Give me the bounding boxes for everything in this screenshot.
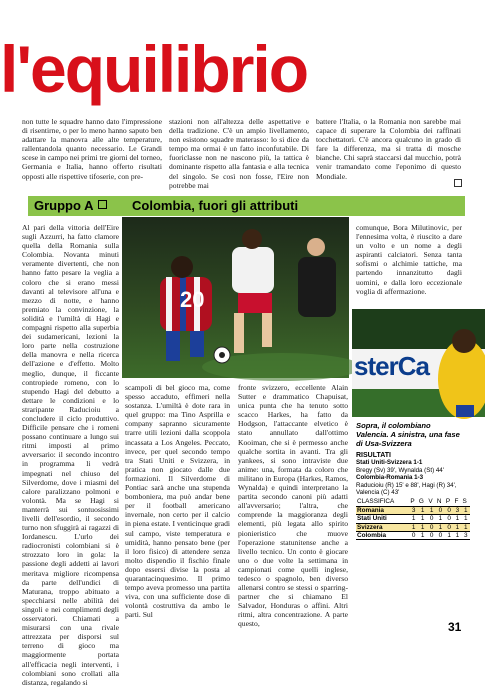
table-cell: 0	[427, 532, 436, 540]
table-cell: 1	[418, 506, 427, 514]
body-column-3: fronte svizzero, eccellente Alain Sutter e drammatico Chapuisat, unica punta che ha tenuto sotto scacco Harkes, ha fatto da Hodgson, l'attaccante elvetico è stato annullato dall'ottimo Kooiman, che si è permesso anche qualche sortita in avanti. Tra gli yankees, si sono intraviste due anime: una, formata da coloro che militano in Europa (Harkes, Ramos, Wynalda) e quindi interpretano la partita secondo canoni più adatti all'avversario; l'altra, che comprende la maggioranza degli elementi, più legata allo spirito pionieristico che muove l'operazione statunitense anche a livello tecnico. Un conto è giocare uno o due volte la settimana in campionati come quelli inglese, tedesco o spagnolo, ben diverso allenarsi contro se stessi o sparring-partner che si chiamano El Salvador, Honduras o affini. Altri ritmi, altra concentrazione. A parte questo,	[238, 383, 348, 629]
table-row	[356, 532, 470, 540]
table-cell: 1	[418, 515, 427, 523]
table-cell: 1	[436, 515, 445, 523]
separator-box-icon	[98, 200, 107, 209]
table-row	[356, 515, 470, 523]
photo-colombian-valencia	[352, 309, 485, 417]
team-name: Colombia	[356, 532, 409, 540]
article-title: l'equilibrio	[0, 32, 308, 106]
intro-column-1: non tutte le squadre hanno dato l'impressione di risentirne, o per lo meno hanno saputo ben adattare la manovra alle alte temperature, rallentandola quanto necessario. Le Grandi scese in campo nei primi tre giorni del torneo, Germania e Italia, hanno offerto risultati opposti alle rispettive tifoserie, con pre-	[22, 117, 162, 181]
standings-header-row	[356, 498, 470, 506]
table-cell: 1	[453, 523, 461, 531]
table-cell: 3	[453, 506, 461, 514]
body-column-2: scampoli di bel gioco ma, come spesso accaduto, effimeri nella sostanza. L'umiltà è dote rara in quel gruppo: ma Tino Asprilla e company sapranno sicuramente trarre utili lezioni dalla scoppola incassata a Los Angeles. Peccato, invece, per quel secondo tempo tra Stati Uniti e Svizzera, in pratica non giocato dalle due formazioni. Il Silverdome di Pontiac sarà anche una stupenda bomboniera, ma può andar bene per il football americano invernale, non certo per il calcio in piena estate. I venticinque gradi sul campo, viste temperatura e umidità, hanno pensato bene (per il loro fisico) di attendere senza molto dispendio il fischio finale dopo essersi divise la posta al quarantacinquesimo. Il primo tempo aveva promesso una partita viva, con una sufficiente dose di volontà costruttiva da ambo le parti. Sul	[125, 383, 230, 620]
table-cell: 1	[409, 515, 418, 523]
table-cell: 0	[427, 515, 436, 523]
match1-title: Stati Uniti-Svizzera 1-1	[356, 459, 423, 467]
standings-header-cell: F	[453, 498, 461, 506]
table-cell: 1	[418, 532, 427, 540]
body-column-4: comunque, Bora Milutinovic, per l'ennesima volta, è riuscito a dare un volto e un nome a degli aspiranti calciatori. Senza tanta sofismi o alchimie tattiche, ma partendo innanzitutto dagli uomini, e dalla loro eccezionale voglia di affermazione.	[356, 223, 462, 296]
table-cell: 0	[436, 506, 445, 514]
team-name: Svizzera	[356, 523, 409, 531]
table-cell: 0	[445, 506, 454, 514]
table-cell: 1	[453, 532, 461, 540]
match1-scorers: Bregy (Sv) 39', Wynalda (St) 44'	[356, 466, 444, 474]
photo-caption: Sopra, il colombiano Valencia. A sinistra, una fase di Usa-Svizzera	[356, 421, 460, 448]
table-cell: 1	[445, 532, 454, 540]
section-band	[28, 196, 465, 216]
table-cell: 1	[461, 515, 470, 523]
table-cell: 0	[436, 532, 445, 540]
standings-header-cell: P	[445, 498, 454, 506]
table-cell: 0	[409, 532, 418, 540]
table-cell: 0	[445, 515, 454, 523]
standings-table	[356, 498, 470, 540]
table-cell: 0	[427, 523, 436, 531]
results-heading: RISULTATI	[356, 452, 391, 459]
standings-header-cell: CLASSIFICA	[356, 498, 409, 506]
intro-column-3: battere l'Italia, o la Romania non sarebbe mai capace di superare la Colombia dei raffinati tocchettatori. C'è ancora qualcuno in grado di fare la differenza, ma si tratta di mosche bianche. Chi saprà staccarsi dal mucchio, potrà venir tramandato come l'eponimo di questo Mondiale.	[316, 117, 461, 181]
body-column-1: Al pari della vittoria dell'Eire sugli Azzurri, ha fatto clamore quella della Romania sulla Colombia. Novanta minuti veramente divertenti, che non hanno fatto pesare la veglia a coloro che si erano messi davanti al televisore all'una e mezzo di notte, e hanno premiato la convinzione, la solidità e l'umiltà di Hagi e compagni rispetto alla superbia dei sudamericani, lezioni la loro parte nella costruzione della manovra e nella ricerca dell'azione e d'effetto. Molto meglio, dunque, il ficcante contropiede romeno, con lo stupendo Hagi del debutto a dettare le condizioni e lo straripante Raducioiu a concludere il ciclo produttivo. Difficile pensare che i romeni possano continuare a lungo sui ritmi imposti al primo avversario: il secondo incontro in programma li vedrà impegnati nel chiuso del Silverdome, dove i miasmi del calore paralizzano polmoni e volontà. Ma se Hagi si manterrà sui sontuosissimi livelli dell'esordio, il secondo turno non sfuggirà ai ragazzi di Iordanescu. L'urlo dei radiocronisti colombiani si è strozzato loro in gola: la passione degli addetti ai lavori meritava migliore ricompensa da parte dell'undici di Maturana, troppo abituato a specchiarsi nelle abilità dei singoli e nei complimenti degli osservatori. Chiamati a misurarsi con una rivale attrezzata per disporsi sul terreno di gioco ma maggiormente portata all'efficacia negli interventi, i colombiani sono crollati alla distanza, regalando si	[22, 223, 119, 687]
table-row	[356, 506, 470, 514]
ad-board-text: sterCa	[354, 351, 429, 381]
table-cell: 1	[418, 523, 427, 531]
match2-title: Colombia-Romania 1-3	[356, 474, 424, 482]
table-cell: 1	[461, 523, 470, 531]
match-photo-illustration	[122, 217, 349, 378]
section-title: Colombia, fuori gli attributi	[132, 198, 299, 213]
table-cell: 0	[445, 523, 454, 531]
table-cell: 1	[409, 523, 418, 531]
intro-column-2: stazioni non all'altezza delle aspettative e della tradizione. C'è un ampio livellamento, non esistono squadre materasso: lo si dice da tempo ma ormai è un fatto inconfutabile. Di fuoriclasse non ne nascono più, la tattica è dominante rispetto alla fantasia e alla tecnica del singolo. Se così non fosse, l'Eire non potrebbe mai	[169, 117, 309, 190]
standings-header-cell: P	[409, 498, 418, 506]
table-cell: 1	[461, 506, 470, 514]
group-label: Gruppo A	[34, 198, 94, 213]
table-cell: 3	[409, 506, 418, 514]
table-cell: 1	[436, 523, 445, 531]
results-box	[356, 452, 470, 540]
standings-header-cell: N	[436, 498, 445, 506]
page-number: 31	[448, 620, 462, 634]
jersey-number: 20	[180, 287, 205, 312]
team-name: Romania	[356, 506, 409, 514]
standings-header-cell: G	[418, 498, 427, 506]
match-photo-usa-switzerland	[122, 217, 349, 378]
standings-header-cell: S	[461, 498, 470, 506]
table-cell: 1	[427, 506, 436, 514]
match2-scorers: Raducioiu (R) 15' e 88', Hagi (R) 34', Valencia (C) 43'	[356, 481, 457, 497]
team-name: Stati Uniti	[356, 515, 409, 523]
table-cell: 1	[453, 515, 461, 523]
end-of-article-mark	[454, 179, 462, 187]
table-cell: 3	[461, 532, 470, 540]
standings-header-cell: V	[427, 498, 436, 506]
table-row	[356, 523, 470, 531]
